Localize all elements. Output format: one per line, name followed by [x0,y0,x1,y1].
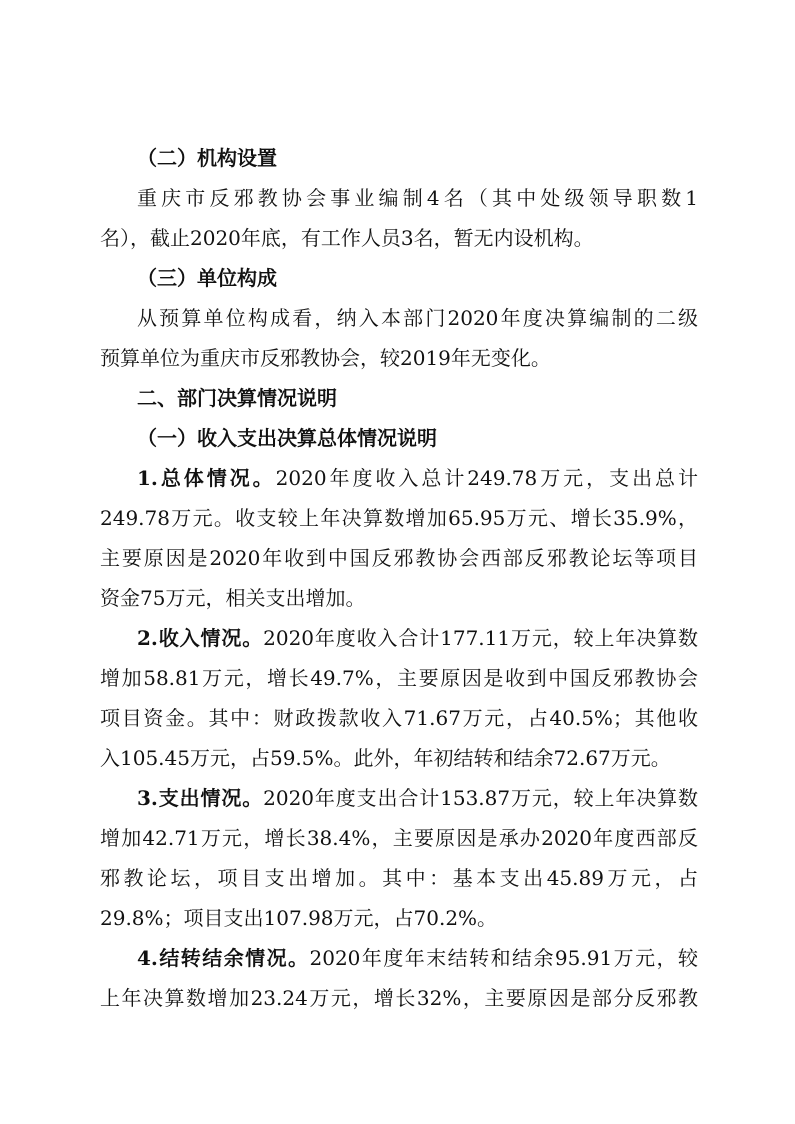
item-2-text: 2020年度收入合计177.11万元，较上年决算数 [263,626,698,650]
item-1-text: 2020年度收入总计249.78万元，支出总计 [275,466,698,490]
paragraph-line: 入105.45万元，占59.5%。此外，年初结转和结余72.67万元。 [100,746,671,770]
item-4-first-line [137,944,698,972]
item-2-label: 2.收入情况。 [137,626,264,650]
paragraph-line: 重庆市反邪教协会事业编制4名（其中处级领导职数1 [137,186,698,210]
paragraph-line: 249.78万元。收支较上年决算数增加65.95万元、增长35.9%， [100,506,698,530]
section-heading-unit-composition: （三）单位构成 [137,266,277,290]
item-4-text: 2020年度年末结转和结余95.91万元，较 [309,946,698,970]
item-3-first-line [137,784,698,812]
item-2-first-line [137,624,698,652]
item-4-label: 4.结转结余情况。 [137,946,310,970]
paragraph-line: 增加42.71万元，增长38.4%，主要原因是承办2020年度西部反 [100,826,698,850]
paragraph-line: 预算单位为重庆市反邪教协会，较2019年无变化。 [100,346,551,370]
paragraph-line: 主要原因是2020年收到中国反邪教协会西部反邪教论坛等项目 [100,546,698,570]
paragraph-line: 上年决算数增加23.24万元，增长32%，主要原因是部分反邪教 [100,986,698,1010]
item-1-first-line [137,464,698,492]
paragraph-line: 项目资金。其中：财政拨款收入71.67万元，占40.5%；其他收 [100,706,698,730]
item-3-text: 2020年度支出合计153.87万元，较上年决算数 [263,786,698,810]
paragraph-line: 名），截止2020年底，有工作人员3名，暂无内设机构。 [100,226,594,250]
item-3-label: 3.支出情况。 [137,786,264,810]
paragraph-line: 邪教论坛，项目支出增加。其中：基本支出45.89万元，占 [100,866,698,890]
part-heading-final-accounts: 二、部门决算情况说明 [137,386,337,410]
section-heading-institution-setup: （二）机构设置 [137,146,277,170]
item-1-label: 1.总体情况。 [137,466,276,490]
paragraph-line: 资金75万元，相关支出增加。 [100,586,366,610]
paragraph-line: 29.8%；项目支出107.98万元，占70.2%。 [100,906,498,930]
paragraph-line: 从预算单位构成看，纳入本部门2020年度决算编制的二级 [137,306,698,330]
sub-heading-income-expenditure: （一）收入支出决算总体情况说明 [137,426,437,450]
paragraph-line: 增加58.81万元，增长49.7%，主要原因是收到中国反邪教协会 [100,666,698,690]
